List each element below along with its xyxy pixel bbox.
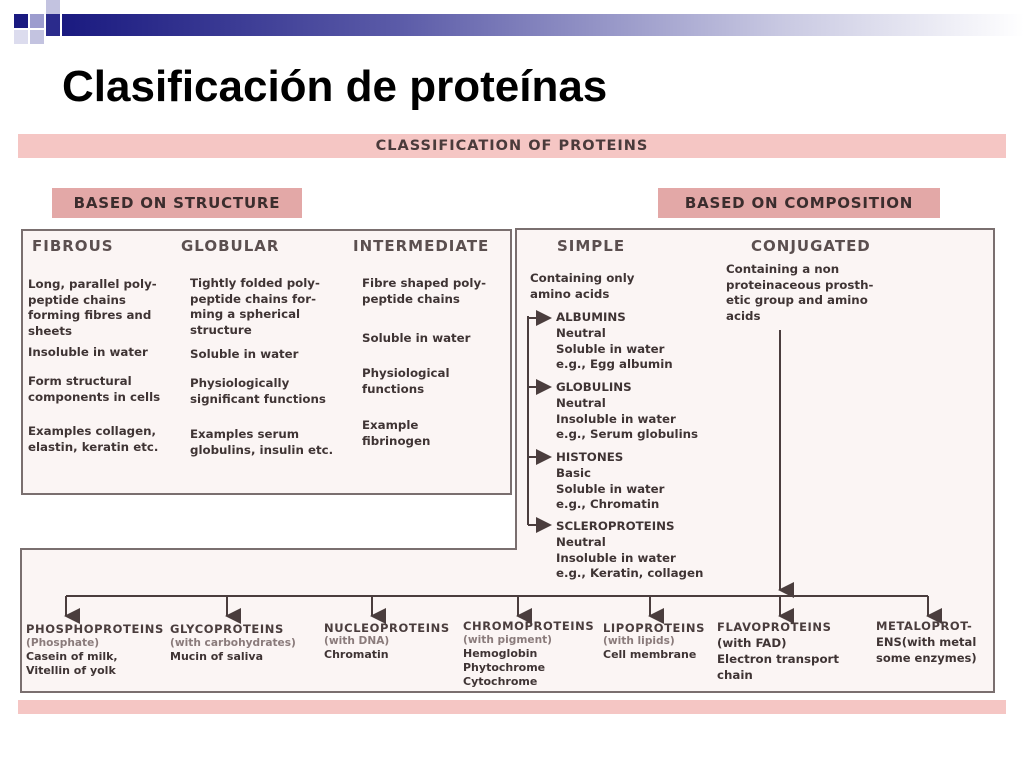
nucleoproteins-group: (with DNA) <box>324 635 390 647</box>
intermediate-example-text: Example fibrinogen <box>362 418 431 448</box>
lipoproteins-name: LIPOPROTEINS <box>603 621 705 635</box>
column-fibrous-heading: FIBROUS <box>32 237 114 255</box>
phosphoproteins-examples: Casein of milk, Vitellin of yolk <box>26 650 118 677</box>
conjugated-heading: CONJUGATED <box>751 237 871 255</box>
nucleoproteins-examples: Chromatin <box>324 648 389 661</box>
intermediate-structure-text: Fibre shaped poly- peptide chains <box>362 276 487 306</box>
glycoproteins-name: GLYCOPROTEINS <box>170 622 284 636</box>
flavoproteins-examples: (with FAD) Electron transport chain <box>717 636 840 682</box>
fibrous-function-text: Form structural components in cells <box>28 374 161 404</box>
globular-structure-text: Tightly folded poly- peptide chains for- ming a spherical structure <box>190 276 320 337</box>
glycoproteins-group: (with carbohydrates) <box>170 637 296 649</box>
fibrous-structure-text: Long, parallel poly- peptide chains forming fibres and sheets <box>28 277 157 338</box>
glycoproteins-examples: Mucin of saliva <box>170 650 264 663</box>
simple-heading: SIMPLE <box>557 237 626 255</box>
intermediate-function-text: Physiological functions <box>362 366 450 396</box>
slide-title: Clasificación de proteínas <box>62 62 608 111</box>
histones-name: HISTONES <box>556 450 624 464</box>
globular-examples-text: Examples serum globulins, insulin etc. <box>190 427 334 457</box>
conjugated-description: Containing a non proteinaceous prosth- etic group and amino acids <box>726 262 874 323</box>
column-globular-heading: GLOBULAR <box>181 237 280 255</box>
histones-details: Basic Soluble in water e.g., Chromatin <box>556 466 665 511</box>
albumins-name: ALBUMINS <box>556 310 626 324</box>
column-intermediate-heading: INTERMEDIATE <box>353 237 490 255</box>
diagram-heading: CLASSIFICATION OF PROTEINS <box>375 138 649 154</box>
lipoproteins-examples: Cell membrane <box>603 648 697 661</box>
scleroproteins-details: Neutral Insoluble in water e.g., Keratin, collagen <box>556 535 704 580</box>
fibrous-examples-text: Examples collagen, elastin, keratin etc. <box>28 424 159 454</box>
phosphoproteins-name: PHOSPHOPROTEINS <box>26 622 164 636</box>
lipoproteins-group: (with lipids) <box>603 635 675 647</box>
globulins-details: Neutral Insoluble in water e.g., Serum globulins <box>556 396 699 441</box>
metaloproteins-name: METALOPROT- <box>876 619 973 633</box>
chromoproteins-name: CHROMOPROTEINS <box>463 619 595 633</box>
simple-description: Containing only amino acids <box>530 271 635 301</box>
globular-solubility-text: Soluble in water <box>190 347 299 361</box>
chromoproteins-examples: Hemoglobin Phytochrome Cytochrome <box>463 647 546 688</box>
metaloproteins-examples: ENS(with metal some enzymes) <box>876 635 977 665</box>
globular-function-text: Physiologically significant functions <box>190 376 326 406</box>
chromoproteins-group: (with pigment) <box>463 634 553 646</box>
intermediate-solubility-text: Soluble in water <box>362 331 471 345</box>
nucleoproteins-name: NUCLEOPROTEINS <box>324 621 450 635</box>
globulins-name: GLOBULINS <box>556 380 632 394</box>
category-composition: BASED ON COMPOSITION <box>658 188 940 218</box>
phosphoproteins-group: (Phosphate) <box>26 637 100 649</box>
fibrous-solubility-text: Insoluble in water <box>28 345 148 359</box>
flavoproteins-name: FLAVOPROTEINS <box>717 620 832 634</box>
scleroproteins-name: SCLEROPROTEINS <box>556 519 675 533</box>
category-structure: BASED ON STRUCTURE <box>52 188 302 218</box>
albumins-details: Neutral Soluble in water e.g., Egg albumin <box>556 326 673 371</box>
